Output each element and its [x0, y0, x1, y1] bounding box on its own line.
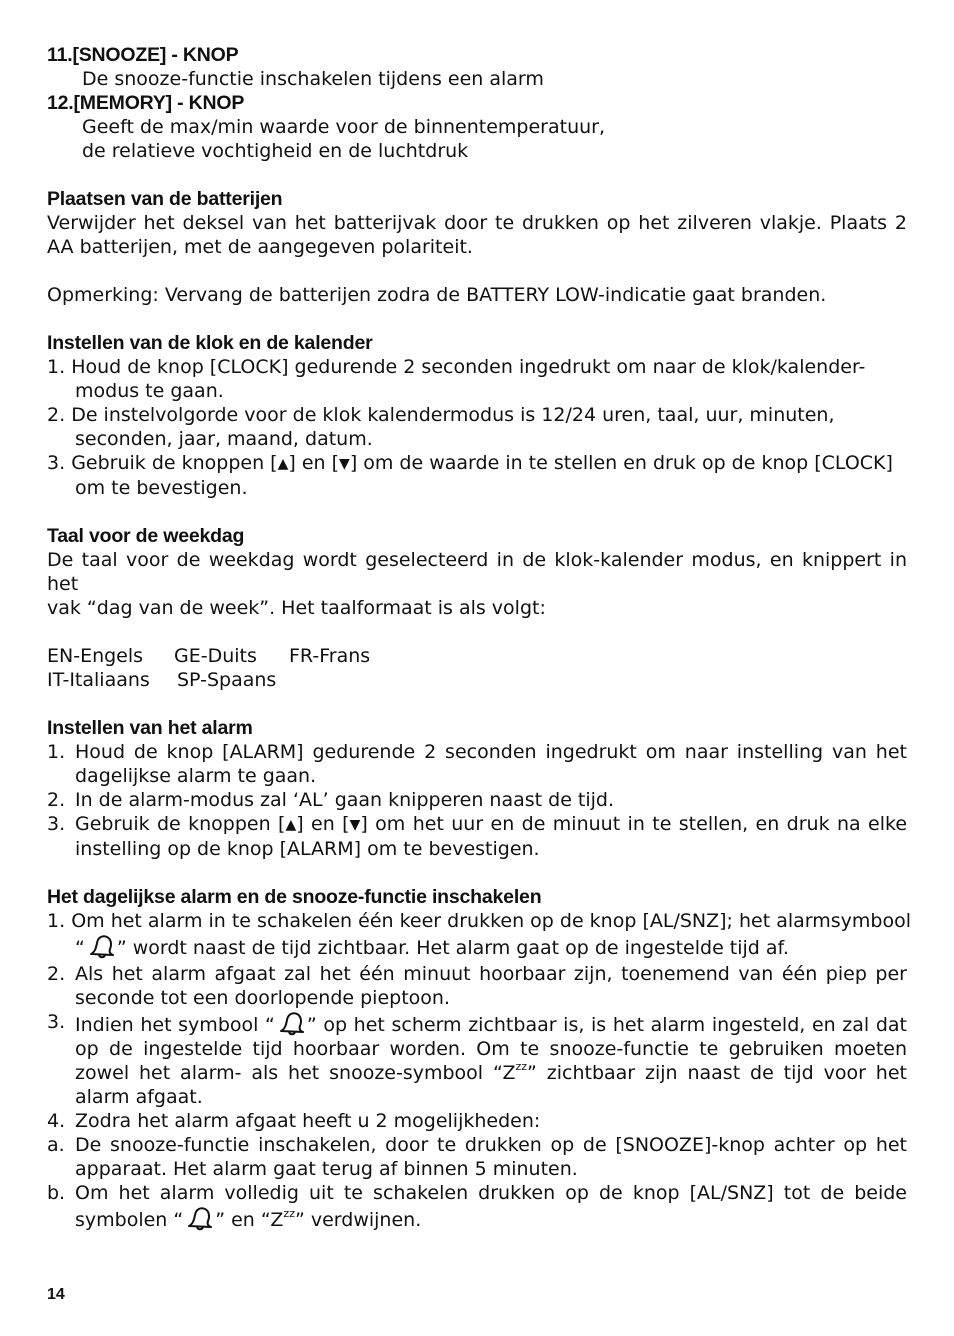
snooze-option-a: a. De snooze-functie inschakelen, door te drukken op de [SNOOZE]-knop achter op het apparaat. Het alarm gaat terug af binnen 5 minuten.: [47, 1134, 907, 1180]
bell-icon: [85, 933, 117, 959]
clock-step-1: 1. Houd de knop [CLOCK] gedurende 2 seconden ingedrukt om naar de klok/kalender-: [47, 356, 866, 378]
up-arrow-icon: ▲: [277, 456, 289, 472]
language-heading: Taal voor de weekdag: [47, 525, 245, 547]
item-12-title: 12.[MEMORY] - KNOP: [47, 92, 245, 114]
snooze-step-1: 1. Om het alarm in te schakelen één keer drukken op de knop [AL/SNZ]; het alarmsymbool: [47, 910, 912, 932]
battery-paragraph-line-2: AA batterijen, met de aangegeven polariteit.: [47, 236, 473, 258]
bell-icon: [183, 1205, 215, 1231]
language-paragraph-line-2: vak “dag van de week”. Het taalformaat is als volgt:: [47, 597, 546, 619]
snooze-step-2: 2. Als het alarm afgaat zal het één minuut hoorbaar zijn, toenemend van één piep per seconde tot een doorlopende pieptoon.: [47, 963, 907, 1009]
snooze-heading: Het dagelijkse alarm en de snooze-functie inschakelen: [47, 886, 542, 908]
alarm-step-3: 3. Gebruik de knoppen [▲] en [▼] om het uur en de minuut in te stellen, en druk na elke instelling op de knop [ALARM] om te bevestigen.: [47, 813, 908, 860]
clock-step-2: 2. De instelvolgorde voor de klok kalendermodus is 12/24 uren, taal, uur, minuten,: [47, 404, 835, 426]
page-content: [47, 43, 912, 1235]
item-12-desc-1: Geeft de max/min waarde voor de binnentemperatuur,: [82, 116, 606, 138]
item-11-desc: De snooze-functie inschakelen tijdens een alarm: [82, 68, 544, 90]
down-arrow-icon: ▼: [339, 456, 350, 472]
battery-note: Opmerking: Vervang de batterijen zodra de BATTERY LOW-indicatie gaat branden.: [47, 284, 827, 306]
snooze-step-4: 4. Zodra het alarm afgaat heeft u 2 mogelijkheden:: [47, 1110, 541, 1132]
language-list-row-2: IT-Italiaans SP-Spaans: [47, 669, 277, 691]
snooze-step-3: 3. Indien het symbool “ ” op het scherm zichtbaar is, is het alarm ingesteld, en zal dat op de ingestelde tijd hoorbaar worden. Om te snooze-functie te gebruiken moeten zowel het alarm- als het snooze-symbool “$Z^{zz}$” zichtbaar zijn naast de tijd voor het alarm afgaat.: [47, 1011, 907, 1108]
snooze-option-b: b. Om het alarm volledig uit te schakelen drukken op de knop [AL/SNZ] tot de beide: [47, 1182, 907, 1204]
clock-step-1-cont: modus te gaan.: [75, 380, 224, 402]
up-arrow-icon: ▲: [285, 817, 297, 833]
item-11-title: 11.[SNOOZE] - KNOP: [47, 44, 239, 66]
alarm-step-2: 2. In de alarm-modus zal ‘AL’ gaan knipperen naast de tijd.: [47, 789, 615, 811]
language-paragraph-line-1: De taal voor de weekdag wordt geselecteerd in de klok-kalender modus, en knippert in het: [47, 549, 907, 595]
battery-heading: Plaatsen van de batterijen: [47, 188, 283, 210]
down-arrow-icon: ▼: [349, 817, 361, 833]
page-number: 14: [47, 1286, 65, 1303]
clock-heading: Instellen van de klok en de kalender: [47, 332, 373, 354]
item-12-desc-2: de relatieve vochtigheid en de luchtdruk: [82, 140, 469, 162]
clock-step-3-cont: om te bevestigen.: [75, 477, 248, 499]
snooze-step-1-cont: “ ” wordt naast de tijd zichtbaar. Het alarm gaat op de ingestelde tijd af.: [47, 933, 907, 962]
clock-step-3: 3. Gebruik de knoppen [▲] en [▼] om de waarde in te stellen en druk op de knop [CLOCK]: [47, 452, 893, 474]
clock-step-2-cont: seconden, jaar, maand, datum.: [75, 428, 373, 450]
alarm-heading: Instellen van het alarm: [47, 717, 253, 739]
alarm-step-1: 1. Houd de knop [ALARM] gedurende 2 seconden ingedrukt om naar instelling van het dagelijkse alarm te gaan.: [47, 741, 907, 787]
bell-icon: [275, 1010, 307, 1036]
battery-paragraph-line-1: Verwijder het deksel van het batterijvak door te drukken op het zilveren vlakje. Plaats 2: [47, 212, 907, 234]
snooze-option-b-cont: symbolen “ ” en “$Z^{zz}$” verdwijnen.: [75, 1207, 422, 1231]
language-list-row-1: EN-Engels GE-Duits FR-Frans: [47, 645, 371, 667]
